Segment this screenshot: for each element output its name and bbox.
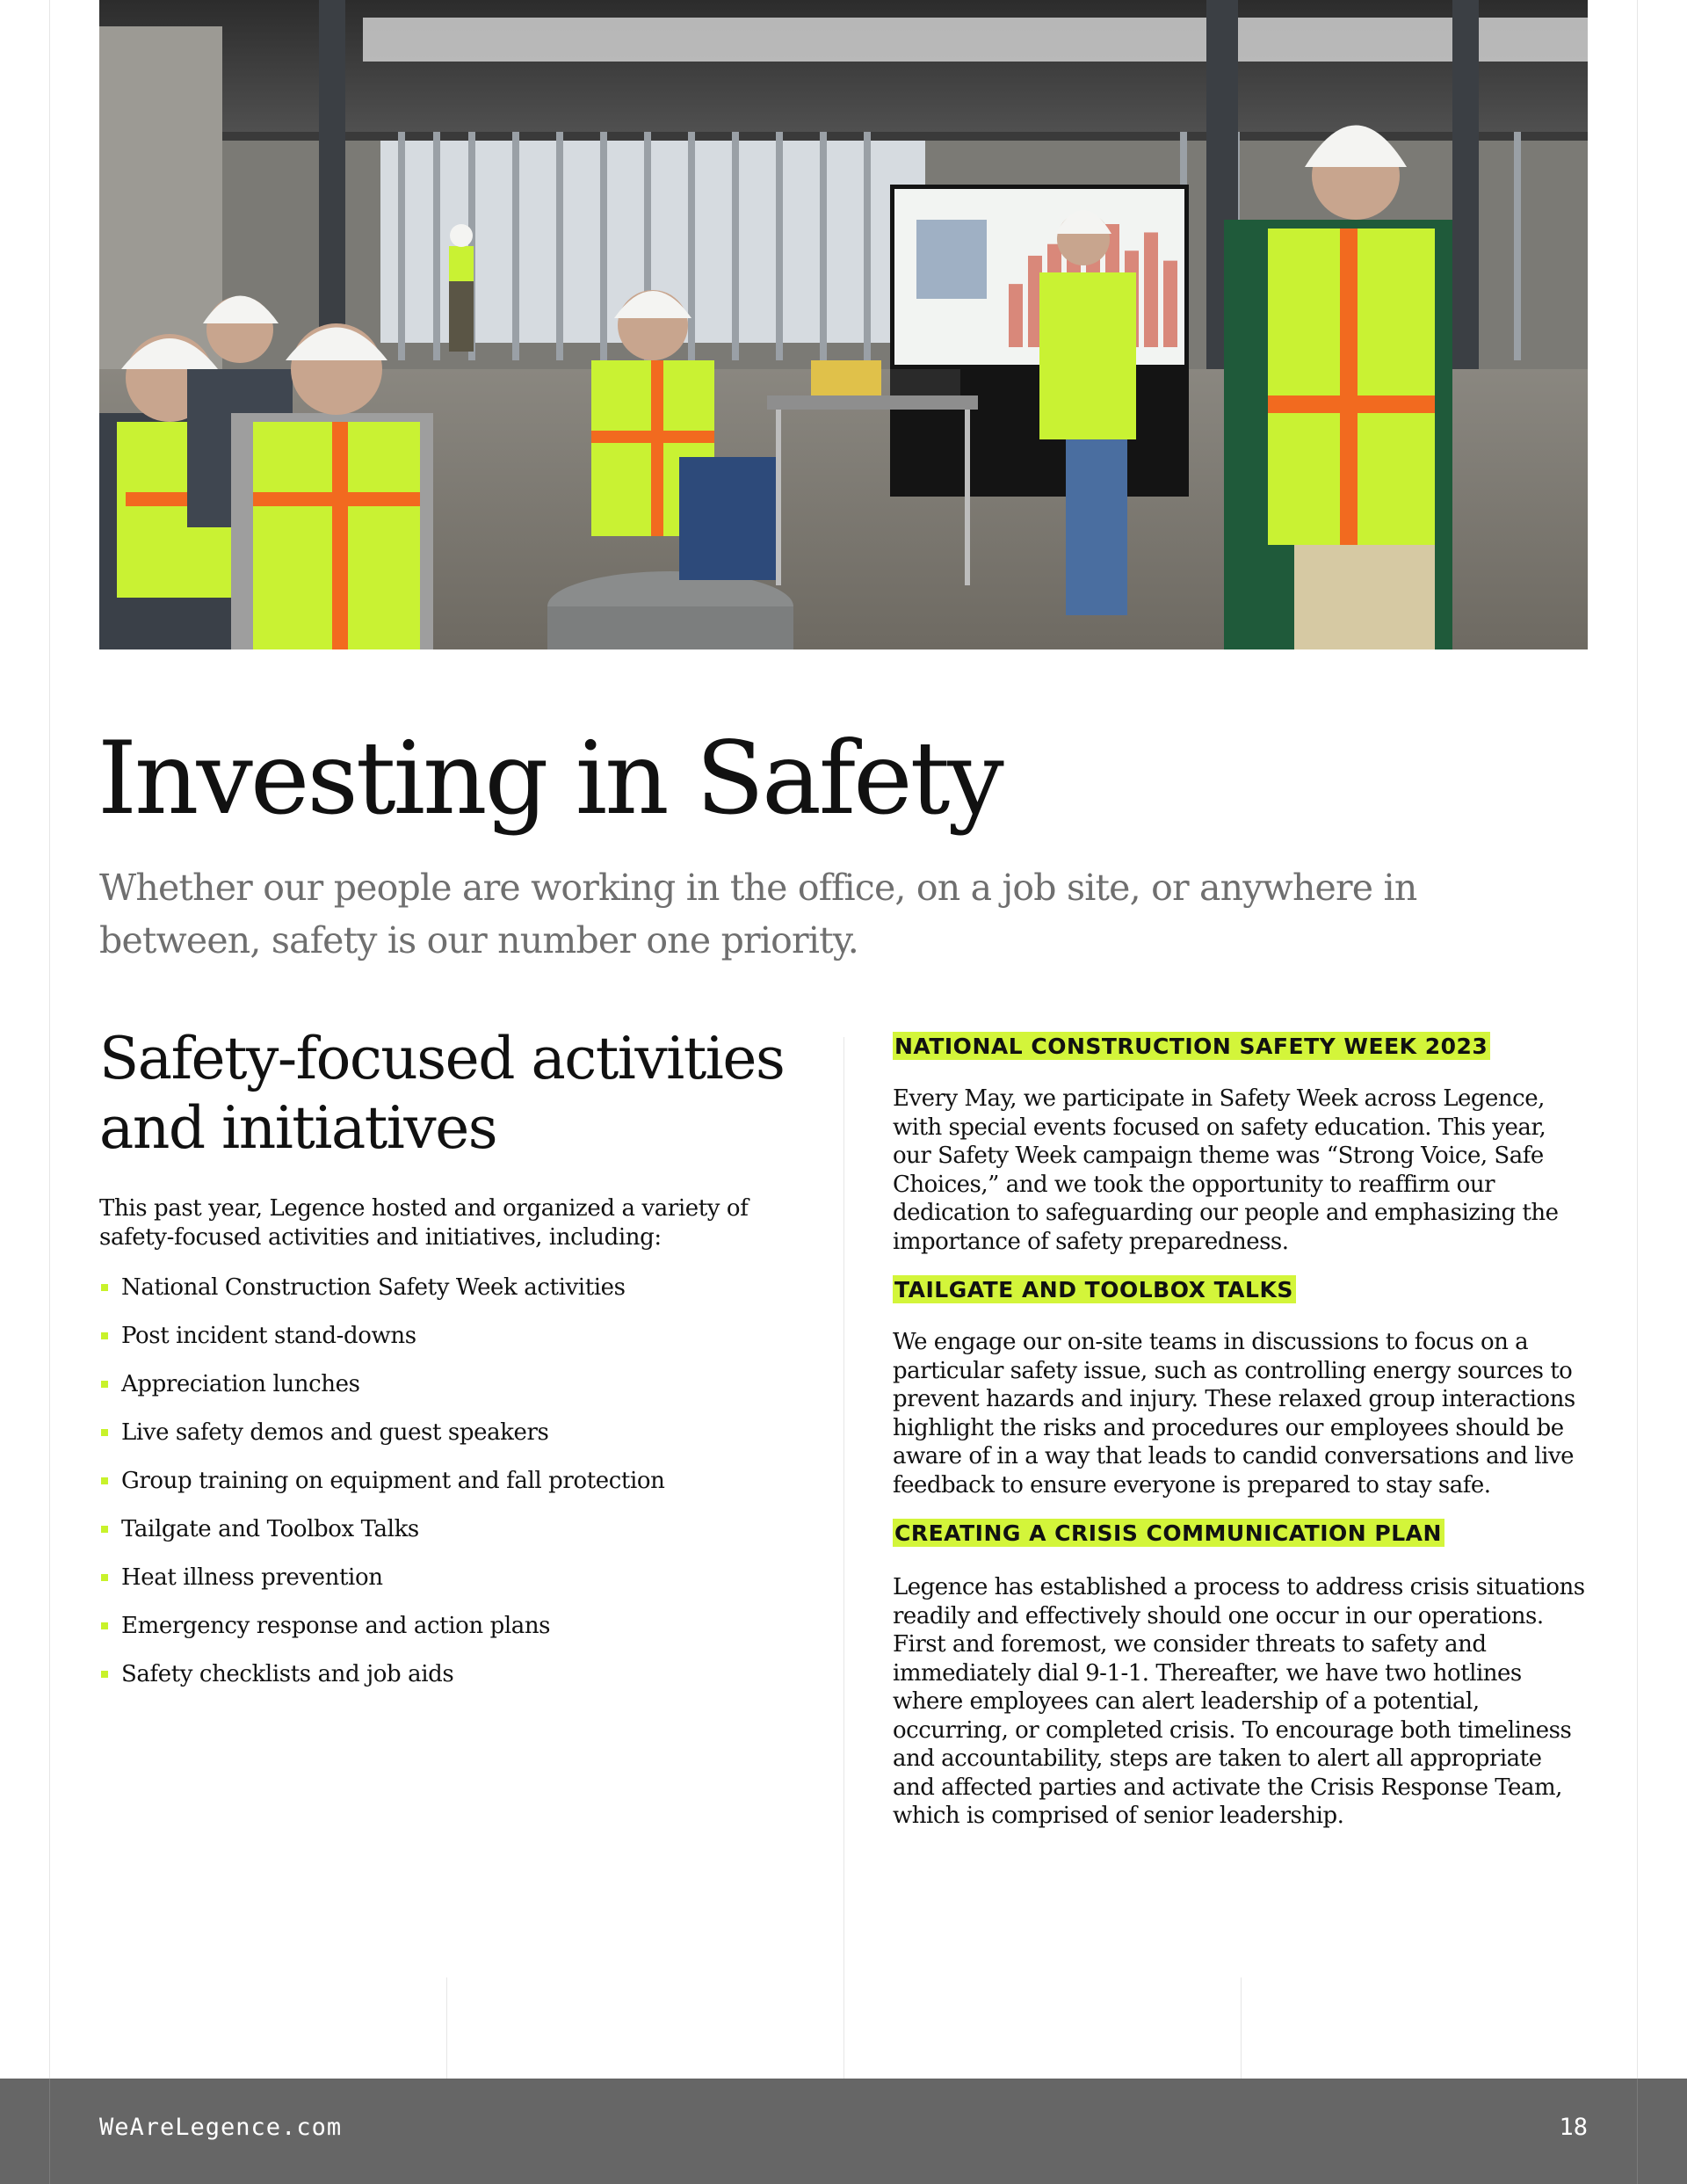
list-item bbox=[99, 1660, 829, 1709]
list-item-text: Live safety demos and guest speakers bbox=[121, 1419, 549, 1446]
grid-guide bbox=[1637, 0, 1638, 2184]
page-number: 18 bbox=[1559, 2114, 1588, 2141]
list-item bbox=[99, 1273, 829, 1322]
list-item bbox=[99, 1419, 829, 1467]
hero-photo bbox=[99, 0, 1588, 649]
activities-list bbox=[99, 1273, 829, 1709]
bullet-square-icon bbox=[101, 1381, 108, 1388]
list-item-text: Post incident stand-downs bbox=[121, 1323, 416, 1349]
page-footer bbox=[0, 2079, 1687, 2184]
section-heading-toolbox-talks: TAILGATE AND TOOLBOX TALKS bbox=[893, 1275, 1296, 1303]
slide-bar bbox=[1144, 232, 1158, 347]
page-title: Investing in Safety bbox=[98, 720, 1002, 837]
grid-guide bbox=[1637, 2079, 1638, 2184]
slide-text-block bbox=[916, 220, 987, 299]
activities-column bbox=[99, 1024, 829, 1709]
list-item bbox=[99, 1370, 829, 1419]
bullet-square-icon bbox=[101, 1526, 108, 1533]
grid-guide bbox=[49, 2079, 50, 2184]
list-item bbox=[99, 1322, 829, 1370]
slide-bar bbox=[1163, 261, 1177, 347]
slide-bar bbox=[1009, 284, 1023, 347]
list-item bbox=[99, 1564, 829, 1612]
website-link[interactable]: WeAreLegence.com bbox=[99, 2114, 343, 2141]
section-body-crisis-plan: Legence has established a process to address crisis situations readily and effectively should one occur in our operations. First and foremost, we consider threats to safety and immediately dial 9-1-1. Thereafter, we have two hotlines where employees can alert leadership of a potential, occurring, or completed crisis. To encourage both timeliness and accountability, steps are taken to alert all appropriate and affected parties and activate the Crisis Response Team, which is comprised of senior leadership. bbox=[893, 1574, 1585, 1829]
bullet-square-icon bbox=[101, 1429, 108, 1436]
bullet-square-icon bbox=[101, 1671, 108, 1678]
crisis-plan-section bbox=[893, 1519, 1587, 1831]
bullet-square-icon bbox=[101, 1332, 108, 1339]
bullet-square-icon bbox=[101, 1574, 108, 1581]
list-item-text: National Construction Safety Week activities bbox=[121, 1274, 626, 1301]
bullet-square-icon bbox=[101, 1477, 108, 1484]
programs-column bbox=[893, 1032, 1587, 1850]
list-item-text: Emergency response and action plans bbox=[121, 1613, 551, 1639]
bullet-square-icon bbox=[101, 1622, 108, 1629]
list-item bbox=[99, 1612, 829, 1660]
list-item bbox=[99, 1515, 829, 1564]
list-item-text: Tailgate and Toolbox Talks bbox=[121, 1516, 419, 1542]
section-body-safety-week: Every May, we participate in Safety Week across Legence, with special events focused on safety education. This year, our Safety Week campaign theme was “Strong Voice, Safe Choices,” and we took the opportunity to reaffirm our dedication to safeguarding our people and emphasizing the importance of safety preparedness. bbox=[893, 1085, 1559, 1255]
safety-week-section bbox=[893, 1032, 1587, 1256]
grid-guide bbox=[446, 1977, 447, 2079]
list-item-text: Group training on equipment and fall protection bbox=[121, 1468, 665, 1494]
page-subtitle: Whether our people are working in the office, on a job site, or anywhere in between, safety is our number one priority. bbox=[99, 867, 1417, 961]
list-item-text: Appreciation lunches bbox=[121, 1371, 360, 1397]
construction-safety-meeting-photo bbox=[99, 0, 1588, 649]
list-item-text: Heat illness prevention bbox=[121, 1564, 383, 1591]
activities-intro: This past year, Legence hosted and organized a variety of safety-focused activities and initiatives, including: bbox=[99, 1195, 749, 1251]
bullet-square-icon bbox=[101, 1284, 108, 1291]
section-heading-crisis-plan: CREATING A CRISIS COMMUNICATION PLAN bbox=[893, 1519, 1444, 1547]
section-body-toolbox-talks: We engage our on-site teams in discussions to focus on a particular safety issue, such as controlling energy sources to prevent hazards and injury. These relaxed group interactions highlight the risks and procedures our employees should be aware of in a way that leads to candid conversations and live feedback to ensure everyone is prepared to stay safe. bbox=[893, 1329, 1575, 1498]
grid-guide bbox=[1241, 1977, 1242, 2079]
grid-guide bbox=[49, 0, 50, 2184]
toolbox-talks-section bbox=[893, 1275, 1587, 1499]
list-item-text: Safety checklists and job aids bbox=[121, 1661, 454, 1687]
section-heading-safety-week: NATIONAL CONSTRUCTION SAFETY WEEK 2023 bbox=[893, 1032, 1490, 1060]
list-item bbox=[99, 1467, 829, 1515]
activities-heading: Safety-focused activities and initiatives bbox=[99, 1025, 785, 1162]
